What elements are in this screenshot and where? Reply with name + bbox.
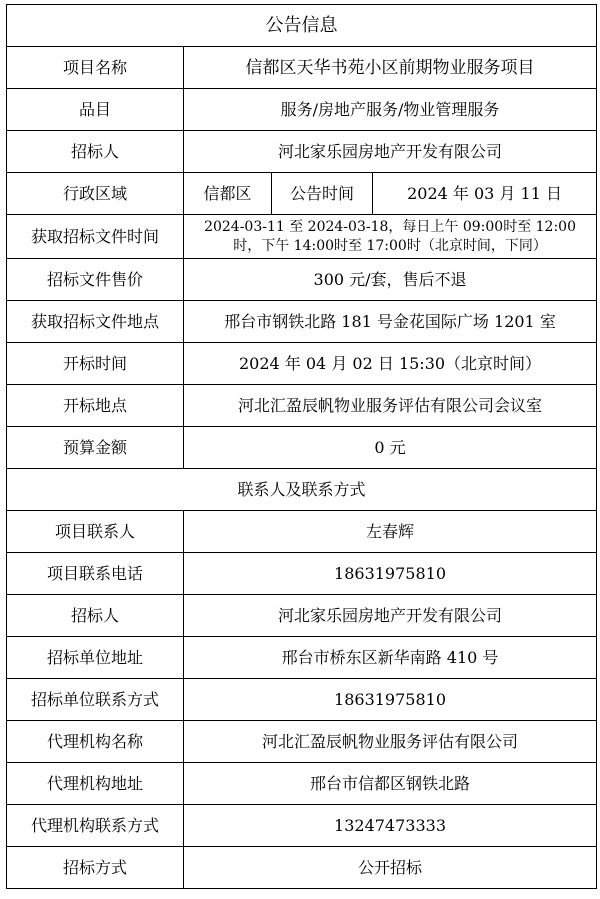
publish-time-label: 公告时间 bbox=[272, 173, 373, 215]
row-project-name bbox=[7, 47, 597, 89]
category-value: 服务/房地产服务/物业管理服务 bbox=[184, 89, 597, 131]
budget-label: 预算金额 bbox=[7, 427, 184, 469]
get-place-value: 邢台市钢铁北路 181 号金花国际广场 1201 室 bbox=[184, 301, 597, 343]
title-row bbox=[7, 5, 597, 47]
proj-contact-label: 项目联系人 bbox=[7, 511, 184, 553]
region-value: 信都区 bbox=[184, 173, 272, 215]
contact-tenderer-value: 河北家乐园房地产开发有限公司 bbox=[184, 595, 597, 637]
get-time-value: 2024-03-11 至 2024-03-18，每日上午 09:00时至 12:00 时，下午 14:00时至 17:00时（北京时间，下同） bbox=[184, 215, 597, 259]
tenderer-contact-label: 招标单位联系方式 bbox=[7, 679, 184, 721]
region-label: 行政区域 bbox=[7, 173, 184, 215]
announcement-table bbox=[6, 4, 597, 889]
agency-addr-value: 邢台市信都区钢铁北路 bbox=[184, 763, 597, 805]
proj-phone-value: 18631975810 bbox=[184, 553, 597, 595]
contact-tenderer-label: 招标人 bbox=[7, 595, 184, 637]
announcement-title: 公告信息 bbox=[7, 5, 597, 47]
row-agency-name bbox=[7, 721, 597, 763]
method-label: 招标方式 bbox=[7, 847, 184, 889]
publish-time-value: 2024 年 03 月 11 日 bbox=[373, 173, 597, 215]
agency-name-value: 河北汇盈辰帆物业服务评估有限公司 bbox=[184, 721, 597, 763]
proj-phone-label: 项目联系电话 bbox=[7, 553, 184, 595]
row-proj-phone bbox=[7, 553, 597, 595]
project-name-label: 项目名称 bbox=[7, 47, 184, 89]
row-price bbox=[7, 259, 597, 301]
budget-value: 0 元 bbox=[184, 427, 597, 469]
row-proj-contact bbox=[7, 511, 597, 553]
agency-contact-value: 13247473333 bbox=[184, 805, 597, 847]
category-label: 品目 bbox=[7, 89, 184, 131]
get-place-label: 获取招标文件地点 bbox=[7, 301, 184, 343]
row-tenderer-addr bbox=[7, 637, 597, 679]
price-value: 300 元/套，售后不退 bbox=[184, 259, 597, 301]
row-agency-addr bbox=[7, 763, 597, 805]
agency-contact-label: 代理机构联系方式 bbox=[7, 805, 184, 847]
open-place-label: 开标地点 bbox=[7, 385, 184, 427]
tenderer-addr-label: 招标单位地址 bbox=[7, 637, 184, 679]
project-name-value: 信都区天华书苑小区前期物业服务项目 bbox=[184, 47, 597, 89]
price-label: 招标文件售价 bbox=[7, 259, 184, 301]
row-budget bbox=[7, 427, 597, 469]
proj-contact-value: 左春辉 bbox=[184, 511, 597, 553]
open-time-label: 开标时间 bbox=[7, 343, 184, 385]
row-get-time bbox=[7, 215, 597, 259]
agency-addr-label: 代理机构地址 bbox=[7, 763, 184, 805]
row-open-time bbox=[7, 343, 597, 385]
row-method bbox=[7, 847, 597, 889]
agency-name-label: 代理机构名称 bbox=[7, 721, 184, 763]
row-contact-tenderer bbox=[7, 595, 597, 637]
row-tenderer bbox=[7, 131, 597, 173]
tenderer-addr-value: 邢台市桥东区新华南路 410 号 bbox=[184, 637, 597, 679]
tenderer-label: 招标人 bbox=[7, 131, 184, 173]
open-place-value: 河北汇盈辰帆物业服务评估有限公司会议室 bbox=[184, 385, 597, 427]
row-get-place bbox=[7, 301, 597, 343]
row-tenderer-contact bbox=[7, 679, 597, 721]
open-time-value: 2024 年 04 月 02 日 15:30（北京时间） bbox=[184, 343, 597, 385]
tenderer-value: 河北家乐园房地产开发有限公司 bbox=[184, 131, 597, 173]
contact-section-title: 联系人及联系方式 bbox=[7, 469, 597, 511]
get-time-label: 获取招标文件时间 bbox=[7, 215, 184, 259]
row-agency-contact bbox=[7, 805, 597, 847]
row-category bbox=[7, 89, 597, 131]
announcement-document bbox=[6, 4, 596, 889]
contact-title-row bbox=[7, 469, 597, 511]
row-region bbox=[7, 173, 597, 215]
method-value: 公开招标 bbox=[184, 847, 597, 889]
row-open-place bbox=[7, 385, 597, 427]
tenderer-contact-value: 18631975810 bbox=[184, 679, 597, 721]
